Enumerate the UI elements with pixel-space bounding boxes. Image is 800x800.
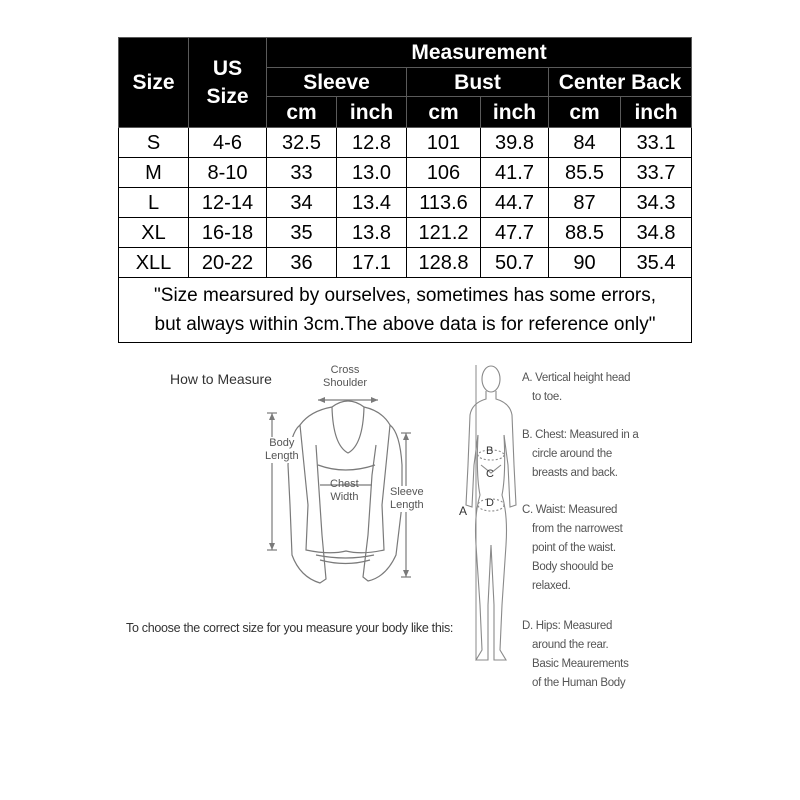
table-cell: 4-6	[189, 128, 267, 158]
table-cell: 13.4	[337, 188, 407, 218]
size-cell: L	[119, 188, 189, 218]
table-cell: 39.8	[481, 128, 549, 158]
table-cell: 47.7	[481, 218, 549, 248]
table-cell: 36	[267, 248, 337, 278]
definition-b: B. Chest: Measured in a circle around the breasts and back.	[522, 429, 639, 479]
definition-a: A. Vertical height head to toe.	[522, 372, 631, 403]
table-cell: 121.2	[407, 218, 481, 248]
size-chart-table	[118, 37, 692, 343]
table-cell: 85.5	[549, 158, 621, 188]
table-cell: 34.3	[621, 188, 692, 218]
table-cell: 35.4	[621, 248, 692, 278]
header-us-size: US Size	[189, 38, 267, 128]
table-cell: 88.5	[549, 218, 621, 248]
table-cell: 12.8	[337, 128, 407, 158]
table-cell: 17.1	[337, 248, 407, 278]
how-to-measure-guide	[120, 355, 680, 700]
definition-c: C. Waist: Measured from the narrowest point of the waist. Body shoould be relaxed.	[522, 504, 623, 592]
table-cell: 113.6	[407, 188, 481, 218]
table-cell: 16-18	[189, 218, 267, 248]
header-bust: Bust	[407, 68, 549, 97]
chest-width-label: Chest Width	[330, 478, 359, 503]
table-cell: 34.8	[621, 218, 692, 248]
marker-a: A	[459, 504, 468, 518]
sleeve-length-label: Sleeve Length	[390, 486, 424, 511]
table-cell: 44.7	[481, 188, 549, 218]
header-unit: cm	[407, 97, 481, 128]
table-cell: 101	[407, 128, 481, 158]
table-cell: 13.0	[337, 158, 407, 188]
marker-d: D	[486, 497, 494, 509]
table-cell: 33.1	[621, 128, 692, 158]
table-note	[119, 278, 692, 343]
table-cell: 90	[549, 248, 621, 278]
table-cell: 34	[267, 188, 337, 218]
header-unit: cm	[549, 97, 621, 128]
header-unit: inch	[481, 97, 549, 128]
header-unit: inch	[621, 97, 692, 128]
size-cell: S	[119, 128, 189, 158]
table-row	[119, 128, 692, 158]
table-cell: 20-22	[189, 248, 267, 278]
table-cell: 12-14	[189, 188, 267, 218]
marker-c: C	[486, 468, 494, 480]
size-cell: XL	[119, 218, 189, 248]
table-cell: 33	[267, 158, 337, 188]
table-row	[119, 218, 692, 248]
body-length-label: Body Length	[265, 437, 299, 462]
measure-instruction: To choose the correct size for you measure your body like this:	[126, 621, 454, 635]
table-cell: 128.8	[407, 248, 481, 278]
header-unit: inch	[337, 97, 407, 128]
header-unit: cm	[267, 97, 337, 128]
table-cell: 33.7	[621, 158, 692, 188]
header-center-back: Center Back	[549, 68, 692, 97]
table-cell: 87	[549, 188, 621, 218]
table-cell: 41.7	[481, 158, 549, 188]
table-cell: 106	[407, 158, 481, 188]
table-cell: 50.7	[481, 248, 549, 278]
size-cell: M	[119, 158, 189, 188]
table-note-line: but always within 3cm.The above data is for reference only"	[154, 314, 656, 335]
header-measurement: Measurement	[267, 38, 692, 68]
table-note-line: "Size mearsured by ourselves, sometimes has some errors,	[154, 285, 657, 306]
cross-shoulder-label: Cross Shoulder	[323, 364, 368, 389]
table-row	[119, 248, 692, 278]
header-size: Size	[119, 38, 189, 128]
table-row	[119, 188, 692, 218]
body-silhouette	[466, 366, 516, 660]
table-cell: 35	[267, 218, 337, 248]
definition-d: D. Hips: Measured around the rear. Basic Meaurements of the Human Body	[522, 620, 629, 689]
table-cell: 84	[549, 128, 621, 158]
table-row	[119, 158, 692, 188]
guide-title: How to Measure	[170, 371, 272, 387]
header-sleeve: Sleeve	[267, 68, 407, 97]
table-cell: 13.8	[337, 218, 407, 248]
size-cell: XLL	[119, 248, 189, 278]
table-cell: 32.5	[267, 128, 337, 158]
table-cell: 8-10	[189, 158, 267, 188]
marker-b: B	[486, 445, 494, 457]
